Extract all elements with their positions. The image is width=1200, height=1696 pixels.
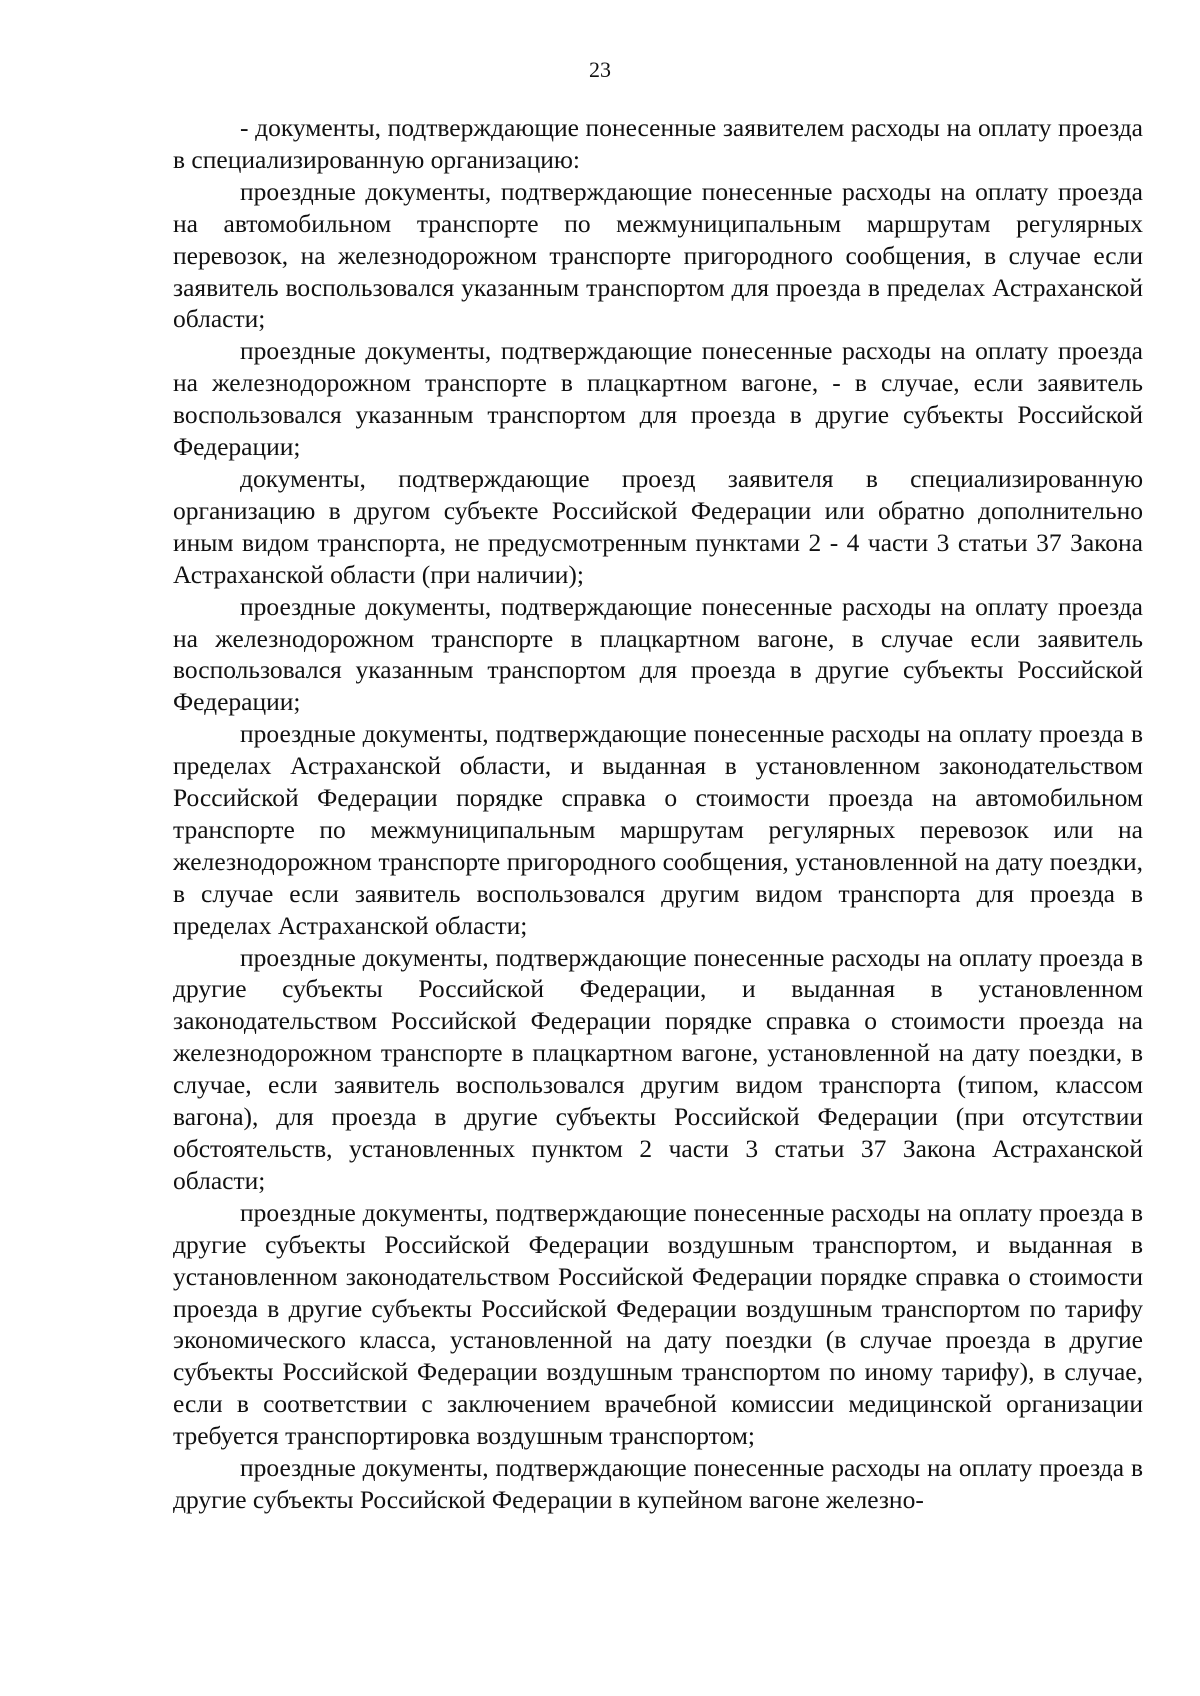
paragraph: проездные документы, подтверждающие понесенные расходы на оплату проезда на железнодорожном транспорте в плацкартном вагоне, в случае если заявитель воспользовался указанным транспортом для проезда в другие субъекты Российской Федерации; (173, 591, 1143, 717)
paragraph: проездные документы, подтверждающие понесенные расходы на оплату проезда в другие субъекты Российской Федерации, и выданная в установленном законодательством Российской Федерации порядке справка о стоимости проезда на железнодорожном транспорте в плацкартном вагоне, установленной на дату поездки, в случае, если заявитель воспользовался другим видом транспорта (типом, классом вагона), для проезда в другие субъекты Российской Федерации (при отсутствии обстоятельств, установленных пунктом 2 части 3 статьи 37 Закона Астраханской области; (173, 942, 1143, 1195)
paragraph: документы, подтверждающие проезд заявителя в специализированную организацию в другом субъекте Российской Федерации или обратно дополнительно иным видом транспорта, не предусмотренным пунктами 2 - 4 части 3 статьи 37 Закона Астраханской области (при наличии); (173, 463, 1143, 589)
paragraph: проездные документы, подтверждающие понесенные расходы на оплату проезда на автомобильном транспорте по межмуниципальным маршрутам регулярных перевозок, на железнодорожном транспорте пригородного сообщения, в случае если заявитель воспользовался указанным транспортом для проезда в пределах Астраханской области; (173, 176, 1143, 334)
document-body (173, 112, 1143, 1516)
paragraph: проездные документы, подтверждающие понесенные расходы на оплату проезда в другие субъекты Российской Федерации в купейном вагоне железно- (173, 1453, 1143, 1514)
paragraph: - документы, подтверждающие понесенные заявителем расходы на оплату проезда в специализированную организацию: (173, 113, 1143, 174)
page-number: 23 (589, 57, 611, 82)
paragraph: проездные документы, подтверждающие понесенные расходы на оплату проезда в другие субъекты Российской Федерации воздушным транспортом, и выданная в установленном законодательством Российской Федерации порядке справка о стоимости проезда в другие субъекты Российской Федерации воздушным транспортом по тарифу экономического класса, установленной на дату поездки (в случае проезда в другие субъекты Российской Федерации воздушным транспортом по иному тарифу), в случае, если в соответствии с заключением врачебной комиссии медицинской организации требуется транспортировка воздушным транспортом; (173, 1197, 1143, 1451)
paragraph: проездные документы, подтверждающие понесенные расходы на оплату проезда в пределах Астраханской области, и выданная в установленном законодательством Российской Федерации порядке справка о стоимости проезда на автомобильном транспорте по межмуниципальным маршрутам регулярных перевозок или на железнодорожном транспорте пригородного сообщения, установленной на дату поездки, в случае если заявитель воспользовался другим видом транспорта для проезда в пределах Астраханской области; (173, 719, 1143, 940)
paragraph: проездные документы, подтверждающие понесенные расходы на оплату проезда на железнодорожном транспорте в плацкартном вагоне, - в случае, если заявитель воспользовался указанным транспортом для проезда в другие субъекты Российской Федерации; (173, 336, 1143, 462)
